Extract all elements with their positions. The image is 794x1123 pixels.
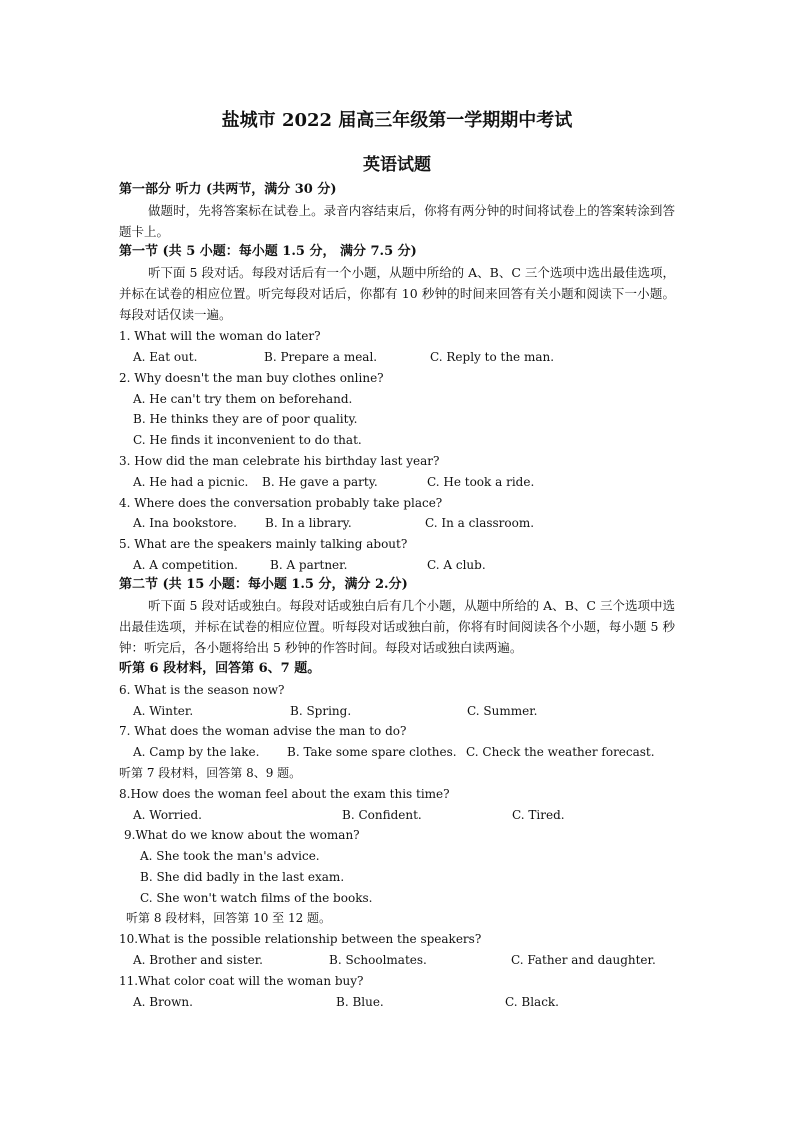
section1-instruction: 听下面 5 段对话。每段对话后有一个小题，从题中所给的 A、B、C 三个选项中选出最佳选项，并标在试卷的相应位置。听完每段对话后，你都有 10 秒钟的时间来回答有关小题和阅读下一小题。每段对话仅读一遍。 [119, 265, 675, 322]
question-8-option-a[interactable]: A. Worried. [133, 808, 202, 822]
question-2-option-a[interactable]: A. He can't try them on beforehand. [133, 392, 353, 406]
part1-heading: 第一部分 听力 (共两节，满分 30 分) [119, 182, 337, 197]
question-11-option-b[interactable]: B. Blue. [336, 995, 384, 1009]
question-10-option-a[interactable]: A. Brother and sister. [133, 953, 263, 967]
question-5-option-c[interactable]: C. A club. [427, 558, 486, 572]
question-5-option-b[interactable]: B. A partner. [270, 558, 348, 572]
question-11-option-a[interactable]: A. Brown. [133, 995, 193, 1009]
material-6-heading: 听第 6 段材料，回答第 6、7 题。 [119, 661, 321, 676]
question-11-stem: 11.What color coat will the woman buy? [119, 974, 364, 988]
question-2-option-b[interactable]: B. He thinks they are of poor quality. [133, 412, 358, 426]
question-8-stem: 8.How does the woman feel about the exam this time? [119, 787, 450, 801]
question-9-option-b[interactable]: B. She did badly in the last exam. [140, 870, 345, 884]
question-9-option-a[interactable]: A. She took the man's advice. [140, 849, 320, 863]
question-3-option-c[interactable]: C. He took a ride. [427, 475, 535, 489]
question-7-stem: 7. What does the woman advise the man to do? [119, 724, 407, 738]
exam-title: 盐城市 2022 届高三年级第一学期期中考试 [221, 110, 573, 131]
question-7-option-c[interactable]: C. Check the weather forecast. [466, 745, 655, 759]
question-9-stem: 9.What do we know about the woman? [124, 828, 360, 842]
question-4-option-c[interactable]: C. In a classroom. [425, 516, 535, 530]
question-4-stem: 4. Where does the conversation probably take place? [119, 496, 443, 510]
part1-instruction: 做题时，先将答案标在试卷上。录音内容结束后，你将有两分钟的时间将试卷上的答案转涂到答题卡上。 [119, 203, 675, 239]
question-7-option-b[interactable]: B. Take some spare clothes. [287, 745, 457, 759]
question-11-option-c[interactable]: C. Black. [505, 995, 559, 1009]
question-6-option-c[interactable]: C. Summer. [467, 704, 538, 718]
question-8-option-c[interactable]: C. Tired. [512, 808, 565, 822]
exam-subtitle: 英语试题 [363, 155, 431, 175]
question-1-option-c[interactable]: C. Reply to the man. [430, 350, 555, 364]
question-5-stem: 5. What are the speakers mainly talking about? [119, 537, 408, 551]
question-3-stem: 3. How did the man celebrate his birthday last year? [119, 454, 440, 468]
question-5-option-a[interactable]: A. A competition. [133, 558, 238, 572]
section2-heading: 第二节 (共 15 小题：每小题 1.5 分，满分 2.分) [119, 577, 408, 592]
question-2-stem: 2. Why doesn't the man buy clothes online? [119, 371, 384, 385]
question-1-stem: 1. What will the woman do later? [119, 329, 321, 343]
question-4-option-b[interactable]: B. In a library. [265, 516, 352, 530]
section1-heading: 第一节 (共 5 小题：每小题 1.5 分， 满分 7.5 分) [119, 244, 417, 259]
material-7-heading: 听第 7 段材料，回答第 8、9 题。 [119, 766, 302, 780]
question-10-option-b[interactable]: B. Schoolmates. [329, 953, 427, 967]
question-9-option-c[interactable]: C. She won't watch films of the books. [140, 891, 373, 905]
question-10-option-c[interactable]: C. Father and daughter. [511, 953, 656, 967]
question-2-option-c[interactable]: C. He finds it inconvenient to do that. [133, 433, 362, 447]
question-1-option-b[interactable]: B. Prepare a meal. [264, 350, 378, 364]
question-6-option-b[interactable]: B. Spring. [290, 704, 352, 718]
question-3-option-a[interactable]: A. He had a picnic. [133, 475, 249, 489]
question-1-option-a[interactable]: A. Eat out. [133, 350, 198, 364]
section2-instruction: 听下面 5 段对话或独白。每段对话或独白后有几个小题，从题中所给的 A、B、C 三个选项中选出最佳选项，并标在试卷的相应位置。听每段对话或独白前，你将有时间阅读各个小题，每小题 5 秒钟：听完后，各小题将给出 5 秒钟的作答时间。每段对话或独白读两遍。 [119, 598, 675, 655]
question-6-option-a[interactable]: A. Winter. [133, 704, 194, 718]
question-6-stem: 6. What is the season now? [119, 683, 285, 697]
question-4-option-a[interactable]: A. Ina bookstore. [133, 516, 237, 530]
question-8-option-b[interactable]: B. Confident. [342, 808, 422, 822]
question-7-option-a[interactable]: A. Camp by the lake. [133, 745, 260, 759]
question-3-option-b[interactable]: B. He gave a party. [262, 475, 378, 489]
question-10-stem: 10.What is the possible relationship between the speakers? [119, 932, 482, 946]
material-8-heading: 听第 8 段材料，回答第 10 至 12 题。 [126, 911, 332, 925]
